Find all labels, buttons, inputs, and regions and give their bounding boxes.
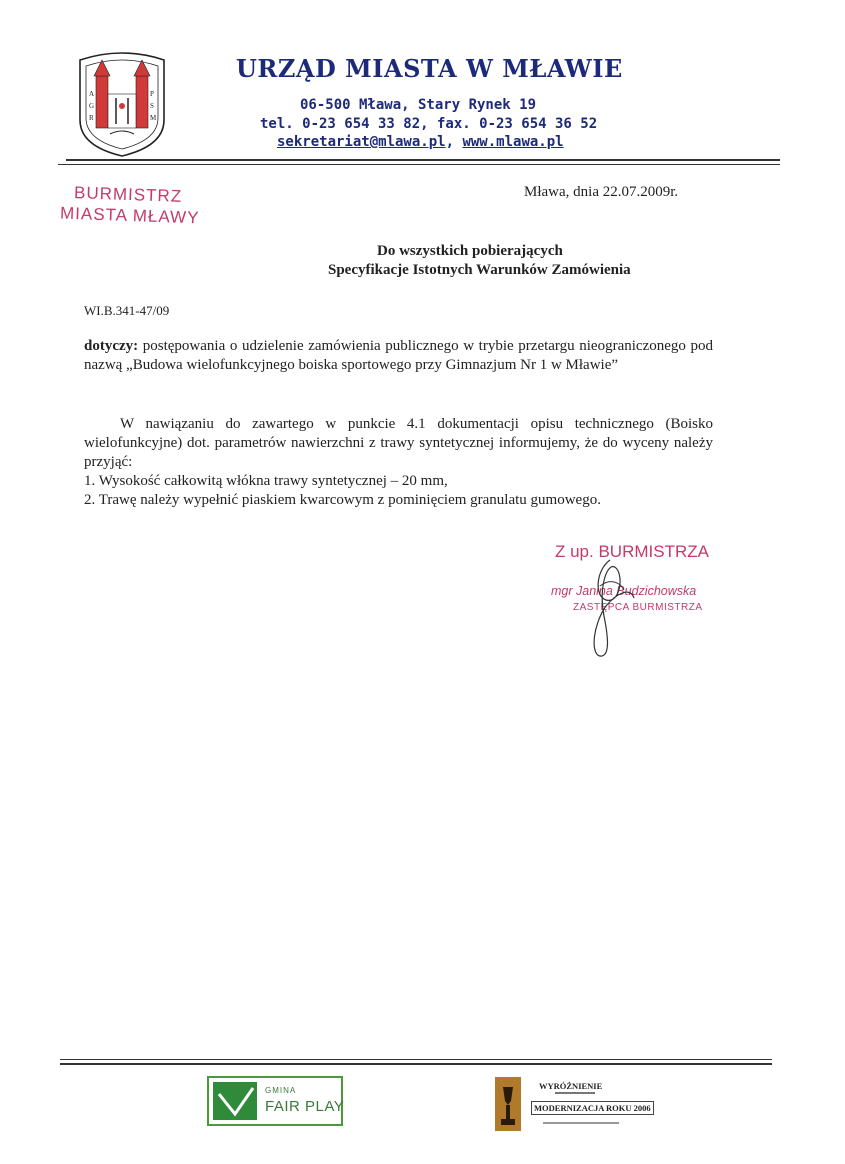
signature-stamp-title: Z up. BURMISTRZA	[555, 542, 709, 561]
body-paragraph: W nawiązaniu do zawartego w punkcie 4.1 dokumentacji opisu technicznego (Boisko wielofunkcyjne) dot. parametrów nawierzchni z trawy syntetycznej informujemy, że do wyceny należy przyjąć:	[84, 416, 713, 470]
fair-play-label: FAIR PLAY	[265, 1098, 345, 1115]
footer-rule-thick	[60, 1063, 772, 1065]
svg-text:G: G	[89, 102, 95, 110]
addressee-line1: Do wszystkich pobierających	[377, 243, 563, 259]
handwritten-signature	[580, 556, 640, 661]
award-divider	[555, 1092, 595, 1094]
signature-stamp-name: mgr Janina Budzichowska	[551, 584, 697, 598]
office-title: URZĄD MIASTA W MŁAWIE	[236, 54, 623, 83]
contact-separator: ,	[445, 134, 463, 150]
award-heading: WYRÓŻNIENIE	[539, 1081, 603, 1091]
subject-label: dotyczy:	[84, 338, 139, 354]
svg-text:M: M	[150, 114, 157, 122]
trophy-icon	[495, 1077, 521, 1131]
website-link[interactable]: www.mlawa.pl	[462, 134, 564, 150]
fair-play-small-label: GMINA	[265, 1086, 297, 1095]
award-title: MODERNIZACJA ROKU 2006	[531, 1101, 654, 1115]
fair-play-logo	[207, 1076, 343, 1126]
header-rule-thin	[58, 164, 780, 165]
list-item: 2. Trawę należy wypełnić piaskiem kwarcowym z pominięciem granulatu gumowego.	[84, 492, 601, 508]
header-rule-thick	[66, 159, 780, 161]
svg-text:R: R	[89, 114, 94, 122]
subject-paragraph	[84, 337, 713, 375]
modernization-award-logo	[495, 1077, 651, 1131]
subject-text: postępowania o udzielenie zamówienia publicznego w trybie przetargu nieograniczonego pod nazwą „Budowa wielofunkcyjnego boiska sportowego przy Gimnazjum Nr 1 w Mławie”	[84, 338, 713, 373]
signature-stamp-role: ZASTĘPCA BURMISTRZA	[573, 602, 703, 613]
svg-text:P: P	[150, 90, 154, 98]
award-caption-bar	[543, 1122, 619, 1124]
footer-rule-thin	[60, 1059, 772, 1060]
addressee-line2: Specyfikacje Istotnych Warunków Zamówienia	[328, 262, 631, 278]
email-link[interactable]: sekretariat@mlawa.pl	[277, 134, 446, 150]
office-contact	[277, 134, 564, 150]
svg-text:A: A	[89, 90, 95, 98]
list-item: 1. Wysokość całkowitą włókna trawy syntetycznej – 20 mm,	[84, 473, 448, 489]
checkmark-icon	[213, 1082, 257, 1120]
city-crest-logo	[76, 50, 168, 158]
mayor-stamp-line2: MIASTA MŁAWY	[59, 203, 200, 228]
mayor-stamp-line1: BURMISTRZ	[73, 183, 183, 206]
svg-text:S: S	[150, 102, 154, 110]
office-phone-fax: tel. 0-23 654 33 82, fax. 0-23 654 36 52	[260, 116, 598, 132]
reference-number: WI.B.341-47/09	[84, 303, 170, 318]
office-address: 06-500 Mława, Stary Rynek 19	[300, 97, 537, 113]
letter-date: Mława, dnia 22.07.2009r.	[524, 184, 679, 200]
